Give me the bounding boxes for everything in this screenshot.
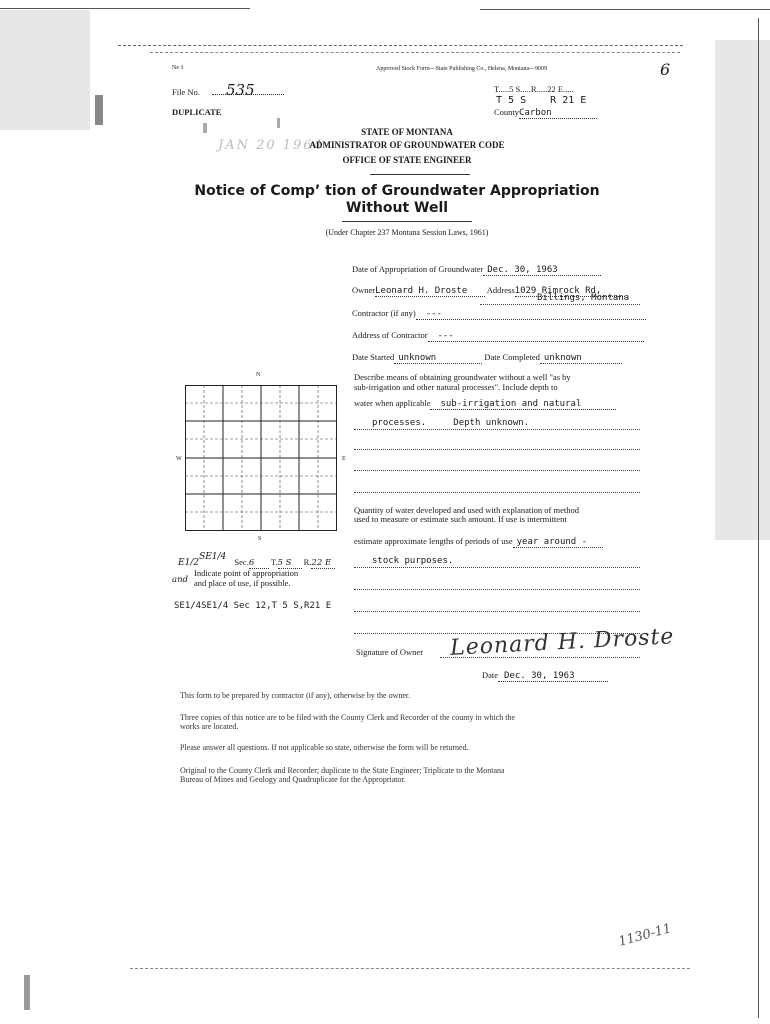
date-started-value: unknown [398, 353, 437, 363]
agency-state: STATE OF MONTANA [361, 127, 453, 137]
instruction-1: This form to be prepared by contractor (if any), otherwise by the owner. [180, 691, 411, 700]
contractor-field [416, 308, 646, 320]
agency-office: OFFICE OF STATE ENGINEER [342, 155, 472, 165]
map-south: S [258, 536, 262, 542]
instruction-2b: works are located. [180, 722, 239, 731]
corner-page-mark: 6 [660, 60, 671, 79]
date-started-label: Date Started [352, 352, 395, 362]
left-edge-mark [95, 95, 103, 125]
file-no-field [212, 80, 284, 99]
map-north: N [256, 372, 261, 378]
right-edge-line [758, 18, 759, 1018]
date-appropriation-field [483, 264, 601, 276]
typed-location: SE1/4SE1/4 Sec 12,T 5 S,R21 E [174, 601, 332, 611]
quantity-value-1: year around - [516, 537, 588, 547]
date-appropriation-row [352, 264, 601, 276]
map-west: W [176, 456, 182, 462]
quantity-text-2: used to measure or estimate such amount. If use is intermittent [354, 514, 567, 524]
handwritten-note: 1130-11 [616, 921, 674, 950]
dates-row [352, 352, 622, 364]
signature-label: Signature of Owner [356, 647, 424, 657]
quantity-line-4 [354, 611, 640, 612]
section-prefix: E1/2 [178, 558, 200, 568]
file-no-label: File No. [172, 87, 200, 97]
indicate-text-2: and place of use, if possible. [194, 578, 291, 588]
owner-signature: Leonard H. Droste [449, 624, 675, 661]
r-value: 22 E [311, 558, 332, 568]
sec-value: 6 [248, 558, 255, 568]
sec-label: Sec. [234, 557, 249, 567]
duplicate-label: DUPLICATE [172, 107, 222, 117]
quantity-line-3 [354, 589, 640, 590]
date-completed-label: Date Completed [484, 352, 540, 362]
describe-value-1: sub-irrigation and natural [440, 399, 582, 409]
date-signed-value: Dec. 30, 1963 [504, 671, 575, 681]
quantity-text-1: Quantity of water developed and used with explanation of method [354, 505, 579, 515]
t-value: 5 S [277, 558, 292, 568]
date-signed-label: Date [482, 670, 499, 680]
left-bottom-mark [24, 975, 30, 1010]
township-range-typed: T 5 S R 21 E [496, 95, 587, 106]
county-value: Carbon [519, 108, 552, 118]
section-fraction: SE1/4 [199, 552, 227, 562]
form-number: Ne 3 [172, 65, 184, 71]
owner-label: Owner [352, 285, 376, 295]
quantity-row-3 [354, 536, 603, 548]
title-line-1: Notice of Comp’ tion of Groundwater Appropriation [194, 183, 600, 199]
map-east: E [342, 456, 346, 462]
title-line-2: Without Well [345, 200, 449, 216]
describe-field-1 [430, 398, 616, 410]
top-rule-left [0, 8, 250, 9]
date-completed-field [540, 352, 622, 364]
date-signed-row [482, 670, 608, 682]
quantity-line-2 [354, 567, 640, 568]
address-value-2: Billings, Montana [537, 293, 630, 303]
county-field [519, 107, 597, 119]
r-label: R. [303, 557, 312, 567]
describe-text-1: Describe means of obtaining groundwater without a well "as by [354, 372, 571, 382]
date-appropriation-label: Date of Appropriation of Groundwater [352, 264, 484, 274]
instruction-3: Please answer all questions. If not applicable so state, otherwise the form will be returned. [180, 743, 469, 752]
t-label: T. [270, 557, 278, 567]
left-edge-noise [0, 10, 90, 130]
address-label: Address [486, 285, 515, 295]
describe-line-4 [354, 470, 640, 471]
describe-value-2: processes. Depth unknown. [372, 418, 530, 428]
contractor-value: --- [425, 309, 442, 319]
county-label [494, 107, 597, 119]
received-stamp: JAN 20 1964 [218, 138, 324, 153]
contractor-address-field [428, 330, 644, 342]
agency-administrator: ADMINISTRATOR OF GROUNDWATER CODE [309, 140, 505, 150]
date-signed-field [498, 670, 608, 682]
address-value-1: 1029 Rimrock Rd, [514, 286, 602, 296]
instruction-2a: Three copies of this notice are to be filed with the County Clerk and Recorder of the county in which the [180, 713, 516, 722]
contractor-address-row [352, 330, 644, 342]
describe-text-3: water when applicable [354, 398, 431, 408]
form-top-border-2 [150, 52, 680, 53]
title-rule [342, 221, 472, 222]
quantity-value-2: stock purposes. [372, 556, 454, 566]
address-line-2 [480, 304, 640, 305]
contractor-row [352, 308, 646, 320]
date-appropriation-value: Dec. 30, 1963 [487, 265, 558, 275]
and-word: and [172, 575, 188, 585]
instruction-4a: Original to the County Clerk and Recorder; duplicate to the State Engineer; Triplicate to the Montana [180, 766, 505, 775]
right-edge-noise [715, 40, 770, 540]
title-subtitle: (Under Chapter 237 Montana Session Laws, 1961) [325, 228, 489, 237]
owner-value: Leonard H. Droste [375, 286, 468, 296]
r-field [311, 557, 335, 569]
indicate-text-1: Indicate point of appropriation [194, 568, 299, 578]
date-started-field [394, 352, 482, 364]
county-label-text: County [494, 107, 520, 117]
contractor-address-label: Address of Contractor [352, 330, 428, 340]
publisher-line: Approved Stock Form—State Publishing Co., Helena, Montana—9009 [376, 66, 548, 72]
form-top-border [118, 45, 683, 46]
legal-description-row [178, 552, 335, 569]
describe-row-3 [354, 398, 616, 410]
owner-field [375, 285, 485, 297]
quantity-text-3: estimate approximate lengths of periods of use [354, 536, 513, 546]
describe-text-2: sub-irrigation and other natural processes". Include depth to [354, 382, 558, 392]
township-range-line: T.....5 S.....R.....22 E..... [494, 84, 574, 94]
agency-rule [370, 174, 470, 175]
describe-line-2 [354, 429, 640, 430]
date-completed-value: unknown [543, 353, 582, 363]
top-rule-right [480, 9, 770, 10]
describe-line-3 [354, 449, 640, 450]
contractor-label: Contractor (if any) [352, 308, 416, 318]
form-bottom-border [130, 968, 690, 969]
section-grid [185, 385, 337, 531]
describe-line-5 [354, 492, 640, 493]
contractor-address-value: --- [437, 331, 454, 341]
instruction-4b: Bureau of Mines and Geology and Quadruplicate for the Appropriator. [180, 775, 406, 784]
quantity-field-1 [513, 536, 603, 548]
file-no-value: 535 [226, 81, 255, 99]
